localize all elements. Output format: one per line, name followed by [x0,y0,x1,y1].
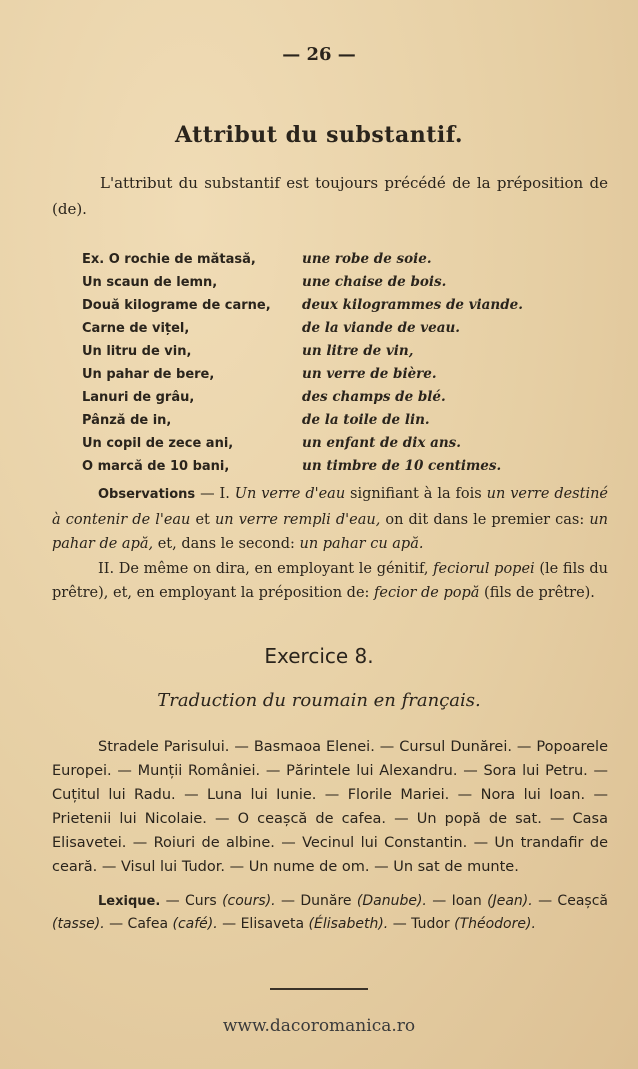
exercise-text [52,735,608,879]
lexique-label: Lexique. [98,894,161,909]
example-row [82,294,602,317]
obs-text: et [190,511,215,528]
divider-rule [270,988,368,990]
lex-text: — Dunăre [275,893,357,909]
observations-block [52,482,608,606]
lex-italic: (cours). [222,893,276,909]
footer-watermark: www.dacoromanica.ro [222,1016,416,1036]
obs-text: (le fils du prêtre), et, en employant la préposition de: [52,560,608,601]
exercise-subtitle: Traduction du roumain en français. [157,690,481,711]
example-french: deux kilogrammes de viande. [302,297,523,313]
obs-text: II. De même on dira, en employant le génitif, [98,560,434,577]
obs-italic: un pahar de apă, [52,511,608,552]
example-romanian: Două kilograme de carne, [82,298,271,313]
example-row [82,455,602,478]
lexique-block [52,890,608,935]
example-romanian: Lanuri de grâu, [82,390,195,405]
obs-italic: un pahar cu apă. [299,536,424,552]
obs-text: on dit dans le premier cas: [380,511,590,528]
example-french: un timbre de 10 centimes. [302,458,502,474]
lex-text: — Tudor [388,916,455,932]
example-romanian: O marcă de 10 bani, [82,459,230,474]
obs-italic: un verre rempli d'eau, [214,511,381,528]
example-romanian: Carne de vițel, [82,321,190,336]
example-french: de la toile de lin. [302,412,430,428]
example-row [82,363,602,386]
lex-italic: (Théodore). [454,916,536,932]
example-romanian: Un copil de zece ani, [82,436,234,451]
obs-text: — I. [195,486,235,502]
example-row [82,317,602,340]
example-french: une chaise de bois. [302,274,447,290]
example-row [82,340,602,363]
example-romanian: Un pahar de bere, [82,367,215,382]
example-romanian: Un litru de vin, [82,344,192,359]
exercise-sentences: Stradele Parisului. — Basmaoa Elenei. — Cursul Dunărei. — Popoarele Europei. — Munții României. — Părintele lui Alexandru. — Sora lui Petru. — Cuțitul lui Radu. — Luna lui Iunie. — Florile Mariei. — Nora lui Ioan. — Prietenii lui Nicolaie. — O ceașcă de cafea. — Un popă de sat. — Casa Elisavetei. — Roiuri de albine. — Vecinul lui Constantin. — Un trandafir de ceară. — Visul lui Tudor. — Un nume de om. — Un sat de munte. [52,739,608,875]
example-row [82,271,602,294]
example-french: un verre de bière. [302,366,437,382]
obs-italic: feciorul popei [433,560,535,577]
intro-paragraph: L'attribut du substantif est toujours précédé de la préposition de (de). [52,174,608,218]
example-row [82,248,602,271]
obs-italic: fecior de popă [374,585,480,601]
obs-italic: Un verre d'eau [234,486,346,502]
section-title: Attribut du substantif. [174,122,464,148]
lex-text: — Ioan [426,893,488,909]
lexique-text [52,890,608,935]
lex-italic: (tasse). [52,916,105,932]
example-romanian: Pânză de in, [82,413,172,428]
observation-2 [52,557,608,606]
example-french: des champs de blé. [302,389,446,405]
observations-label: Observations [98,487,196,502]
example-row [82,409,602,432]
example-romanian: Un scaun de lemn, [82,275,218,290]
lex-italic: (Jean). [487,893,533,909]
lex-italic: (Danube). [356,893,427,909]
example-french: de la viande de veau. [302,320,460,336]
observation-1 [52,482,608,557]
obs-text: et, dans le second: [153,536,300,552]
exercise-title: Exercice 8. [264,644,374,668]
page-number: — 26 — [282,44,356,65]
example-french: un enfant de dix ans. [302,435,461,451]
example-row [82,386,602,409]
lex-text: — Curs [160,893,223,909]
example-row [82,432,602,455]
obs-text: signifiant à la fois [345,486,487,502]
obs-text: (fils de prêtre). [479,585,595,601]
example-french: un litre de vin, [302,343,414,359]
lex-text: — Elisaveta [217,916,309,932]
lex-text: — Ceașcă [532,893,608,909]
example-romanian: Ex. O rochie de mătasă, [82,252,256,267]
obs-italic: un verre destiné à contenir de l'eau [52,486,609,528]
lex-text: — Cafea [104,916,173,932]
examples-list [82,248,602,478]
lex-italic: (Élisabeth). [308,916,389,932]
example-french: une robe de soie. [302,251,432,267]
lex-italic: (café). [172,916,218,932]
